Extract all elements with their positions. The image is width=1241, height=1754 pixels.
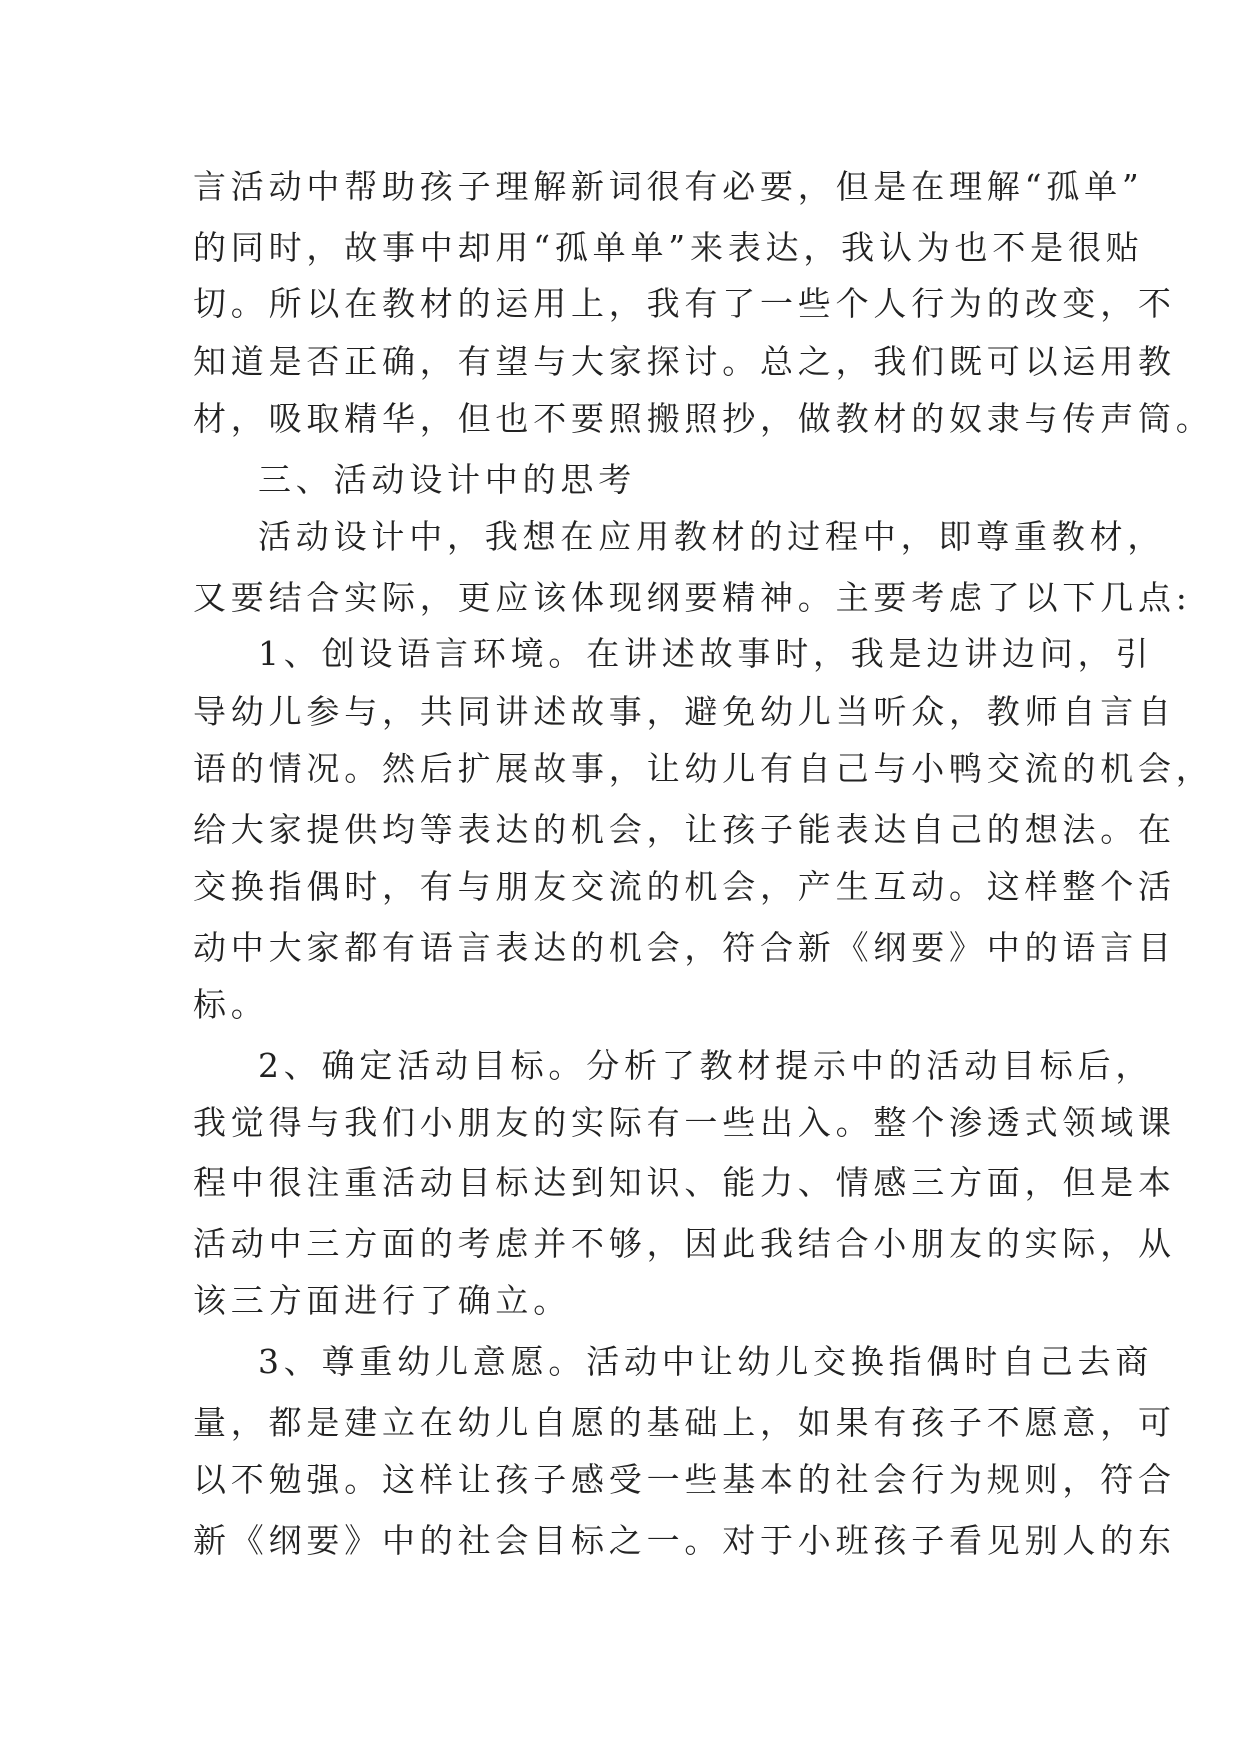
body-text-line: 量，都是建立在幼儿自愿的基础上，如果有孩子不愿意，可 <box>193 1403 1176 1442</box>
body-text-line: 言活动中帮助孩子理解新词很有必要，但是在理解“孤单” <box>193 167 1144 206</box>
body-text-line: 动中大家都有语言表达的机会，符合新《纲要》中的语言目 <box>193 928 1176 967</box>
body-text-line: 我觉得与我们小朋友的实际有一些出入。整个渗透式领域课 <box>193 1103 1176 1142</box>
section-heading: 三、活动设计中的思考 <box>258 460 636 499</box>
list-item-1-line: 1、创设语言环境。在讲述故事时，我是边讲边问，引 <box>258 634 1154 673</box>
body-text-line: 交换指偶时，有与朋友交流的机会，产生互动。这样整个活 <box>193 867 1176 906</box>
body-text-line: 活动设计中，我想在应用教材的过程中，即尊重教材， <box>258 517 1166 556</box>
body-text-line: 给大家提供均等表达的机会，让孩子能表达自己的想法。在 <box>193 810 1176 849</box>
body-text-line: 标。 <box>193 985 269 1024</box>
list-item-2-line: 2、确定活动目标。分析了教材提示中的活动目标后， <box>258 1046 1154 1085</box>
body-text-line: 程中很注重活动目标达到知识、能力、情感三方面，但是本 <box>193 1163 1176 1202</box>
body-text-line: 该三方面进行了确立。 <box>193 1281 571 1320</box>
list-item-3-line: 3、尊重幼儿意愿。活动中让幼儿交换指偶时自己去商 <box>258 1342 1154 1381</box>
body-text-line: 知道是否正确，有望与大家探讨。总之，我们既可以运用教 <box>193 342 1176 381</box>
body-text-line: 导幼儿参与，共同讲述故事，避免幼儿当听众，教师自言自 <box>193 692 1176 731</box>
body-text-line: 切。所以在教材的运用上，我有了一些个人行为的改变，不 <box>193 284 1176 323</box>
body-text-line: 以不勉强。这样让孩子感受一些基本的社会行为规则，符合 <box>193 1460 1176 1499</box>
body-text-line: 的同时，故事中却用“孤单单”来表达，我认为也不是很贴 <box>193 228 1144 267</box>
body-text-line: 又要结合实际，更应该体现纲要精神。主要考虑了以下几点: <box>193 578 1192 617</box>
body-text-line: 语的情况。然后扩展故事，让幼儿有自己与小鸭交流的机会， <box>193 749 1214 788</box>
body-text-line: 活动中三方面的考虑并不够，因此我结合小朋友的实际，从 <box>193 1224 1176 1263</box>
body-text-line: 新《纲要》中的社会目标之一。对于小班孩子看见别人的东 <box>193 1521 1176 1560</box>
body-text-line: 材，吸取精华，但也不要照搬照抄，做教材的奴隶与传声筒。 <box>193 399 1214 438</box>
